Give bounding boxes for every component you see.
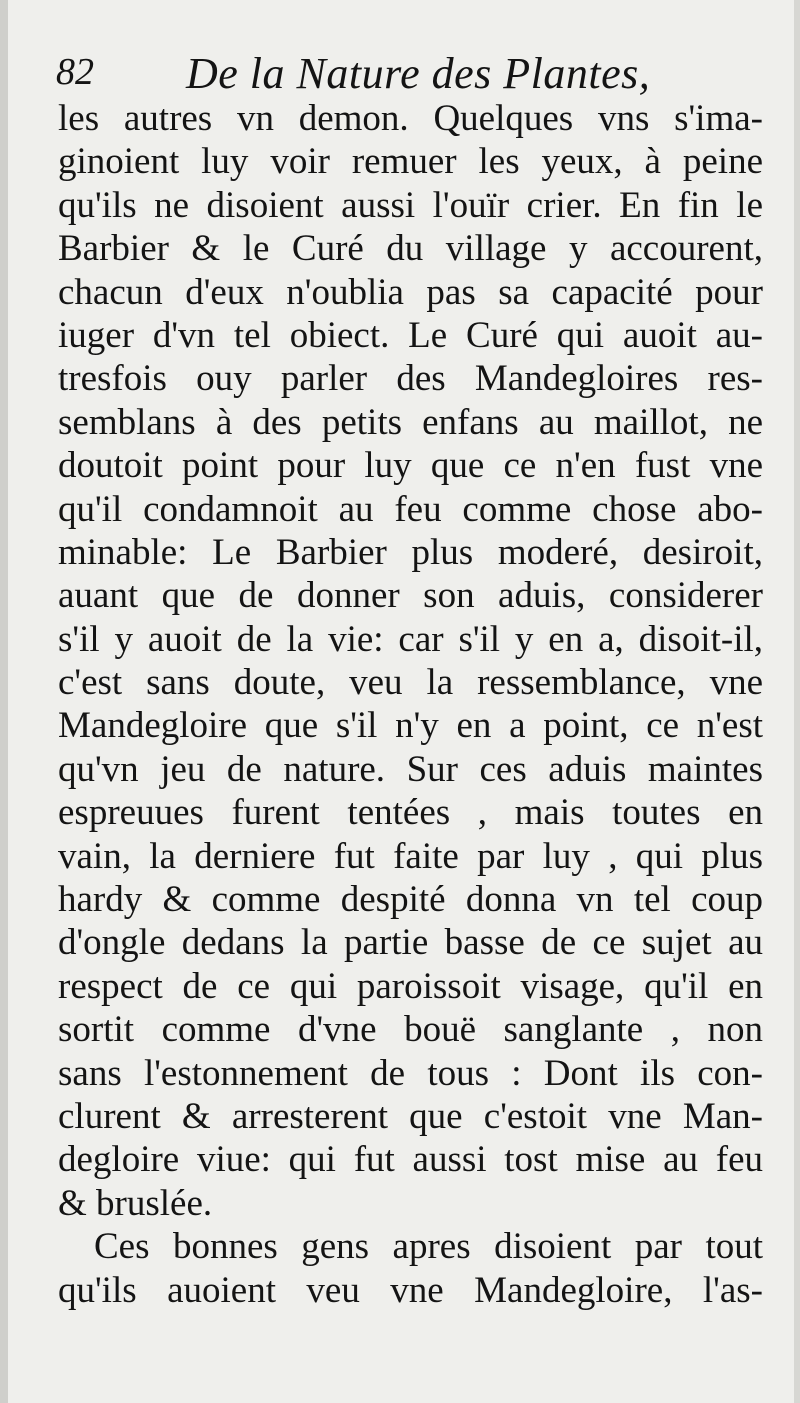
body-text	[58, 97, 763, 1312]
text-line: espreuues furent tentées , mais toutes en	[58, 792, 763, 834]
text-line: ginoient luy voir remuer les yeux, à peine	[58, 141, 763, 183]
text-line: minable: Le Barbier plus moderé, desiroit,	[58, 531, 763, 573]
text-line: d'ongle dedans la partie basse de ce sujet au	[58, 922, 763, 964]
text-line: chacun d'eux n'oublia pas sa capacité pour	[58, 271, 763, 313]
text-line: iuger d'vn tel obiect. Le Curé qui auoit au-	[58, 314, 763, 356]
text-line: clurent & arresterent que c'estoit vne Man-	[58, 1095, 763, 1137]
text-line: qu'il condamnoit au feu comme chose abo-	[58, 488, 763, 530]
text-line: qu'ils auoient veu vne Mandegloire, l'as-	[58, 1269, 763, 1311]
text-line: tresfois ouy parler des Mandegloires res-	[58, 358, 763, 400]
page-edge-right	[794, 0, 800, 1403]
text-line: c'est sans doute, veu la ressemblance, vne	[58, 662, 763, 704]
text-line: doutoit point pour luy que ce n'en fust vne	[58, 445, 763, 487]
text-line: sans l'estonnement de tous : Dont ils con-	[58, 1052, 763, 1094]
text-line: semblans à des petits enfans au maillot, ne	[58, 401, 763, 443]
text-line: qu'vn jeu de nature. Sur ces aduis maintes	[58, 748, 763, 790]
text-line: Mandegloire que s'il n'y en a point, ce n'est	[58, 705, 763, 747]
text-line: respect de ce qui paroissoit visage, qu'il en	[58, 965, 763, 1007]
page-number: 82	[56, 51, 94, 93]
paragraph-start-line: Ces bonnes gens apres disoient par tout	[94, 1226, 763, 1268]
text-line: les autres vn demon. Quelques vns s'ima-	[58, 98, 763, 139]
text-line: s'il y auoit de la vie: car s'il y en a, disoit-il,	[58, 618, 763, 660]
text-line: sortit comme d'vne bouë sanglante , non	[58, 1009, 763, 1051]
text-line: auant que de donner son aduis, considerer	[58, 575, 763, 617]
text-line: hardy & comme despité donna vn tel coup	[58, 879, 763, 921]
running-title: De la Nature des Plantes,	[186, 49, 651, 98]
page-header	[56, 48, 776, 100]
paragraph-end-line: & bruslée.	[58, 1182, 213, 1224]
text-line: Barbier & le Curé du village y accourent,	[58, 228, 763, 270]
text-line: degloire viue: qui fut aussi tost mise au feu	[58, 1139, 763, 1181]
text-line: vain, la derniere fut faite par luy , qui plus	[58, 835, 763, 877]
page-edge-left	[0, 0, 8, 1403]
text-line: qu'ils ne disoient aussi l'ouïr crier. En fin le	[58, 184, 763, 226]
